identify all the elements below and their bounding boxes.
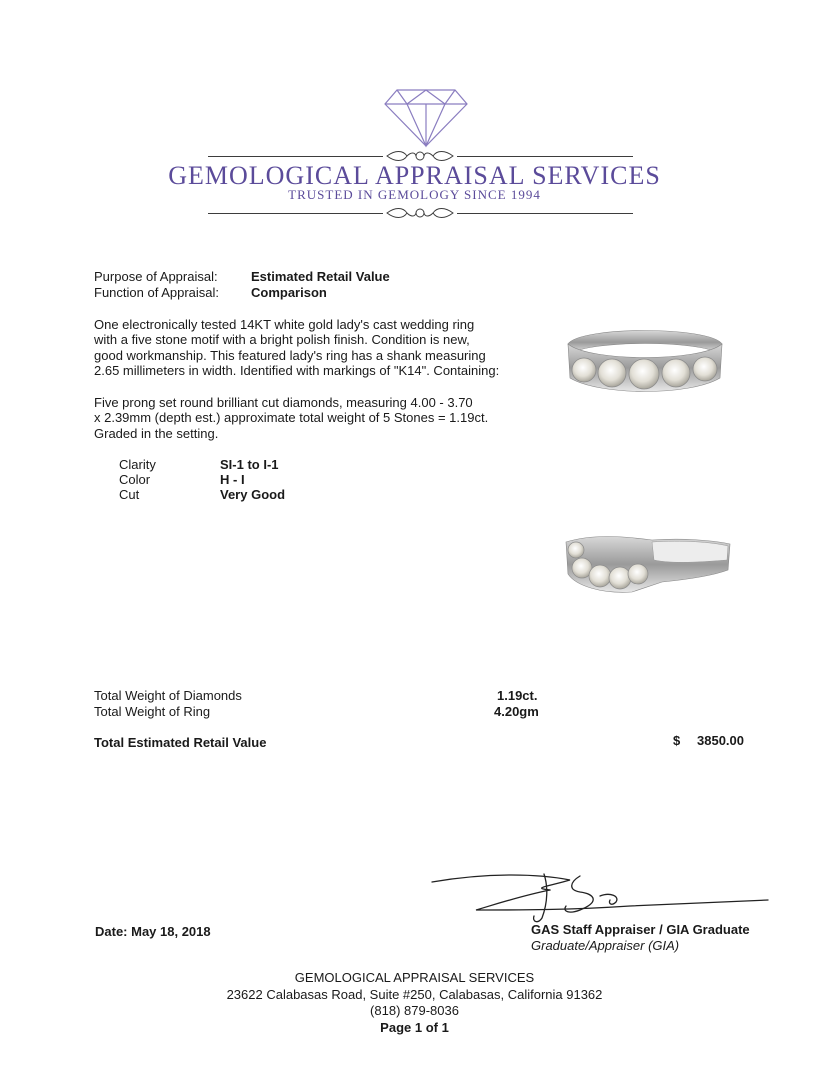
description-line-4: 2.65 millimeters in width. Identified with markings of "K14". Containing: (94, 363, 500, 378)
stones-line-3: Graded in the setting. (94, 426, 219, 441)
stones-line-1: Five prong set round brilliant cut diamonds, measuring 4.00 - 3.70 (94, 395, 473, 410)
ring-photo-front (560, 318, 730, 398)
grade-value-clarity: SI-1 to I-1 (220, 457, 279, 472)
function-value: Comparison (251, 285, 327, 300)
logo-tagline: TRUSTED IN GEMOLOGY SINCE 1994 (288, 187, 541, 202)
description-line-3: good workmanship. This featured lady's ring has a shank measuring (94, 348, 486, 363)
total-diamonds-label: Total Weight of Diamonds (94, 688, 242, 703)
footer-page: Page 1 of 1 (380, 1020, 449, 1035)
footer-company: GEMOLOGICAL APPRAISAL SERVICES (294, 970, 535, 985)
appraiser-title: GAS Staff Appraiser / GIA Graduate (531, 922, 750, 937)
grade-label-color: Color (119, 472, 151, 487)
purpose-value: Estimated Retail Value (251, 269, 390, 284)
diamond-icon (383, 88, 469, 148)
logo-bottom-rule-right (457, 213, 633, 214)
appraiser-signature (430, 866, 770, 926)
description-line-2: with a five stone motif with a bright polish finish. Condition is new, (94, 332, 470, 347)
footer-phone: (818) 879-8036 (370, 1003, 459, 1018)
stones-line-2: x 2.39mm (depth est.) approximate total weight of 5 Stones = 1.19ct. (94, 410, 489, 425)
grade-label-clarity: Clarity (119, 457, 156, 472)
grade-label-cut: Cut (119, 487, 140, 502)
ring-photo-side (562, 530, 732, 600)
purpose-label: Purpose of Appraisal: (94, 269, 218, 284)
description-line-1: One electronically tested 14KT white gold lady's cast wedding ring (94, 317, 475, 332)
logo-title: GEMOLOGICAL APPRAISAL SERVICES (168, 161, 661, 190)
logo-top-rule-right (457, 156, 633, 157)
date: Date: May 18, 2018 (95, 924, 211, 939)
logo-bottom-rule-left (208, 213, 383, 214)
footer-address: 23622 Calabasas Road, Suite #250, Calabasas, California 91362 (226, 987, 603, 1002)
grade-value-color: H - I (220, 472, 245, 487)
function-label: Function of Appraisal: (94, 285, 220, 300)
total-diamonds-value: 1.19ct. (497, 688, 538, 703)
grade-value-cut: Very Good (220, 487, 286, 502)
retail-value-label: Total Estimated Retail Value (94, 735, 267, 750)
appraiser-subtitle: Graduate/Appraiser (GIA) (531, 938, 680, 953)
total-ring-label: Total Weight of Ring (94, 704, 211, 719)
ornament-bottom (385, 206, 455, 220)
retail-value: 3850.00 (697, 733, 744, 748)
logo-top-rule-left (208, 156, 383, 157)
retail-currency: $ (673, 733, 681, 748)
total-ring-value: 4.20gm (494, 704, 539, 719)
